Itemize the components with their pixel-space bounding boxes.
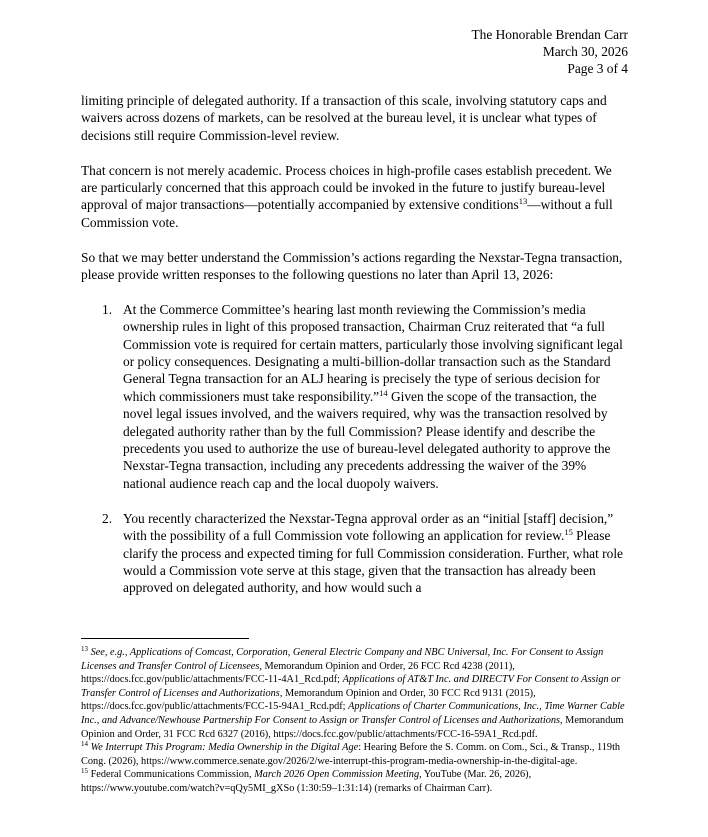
footnote-text: , YouTube (Mar. 26, 2026), https://www.youtube.com/watch?v=qQy5MI_gXSo (1:30:59–1:31:14) (remarks of Chairman Carr). [81,769,532,794]
paragraph-process-concern [81,162,629,232]
footnote-ref-13: 13 [518,196,528,207]
footnote-number: 15 [81,767,88,776]
footnote-text: , Memorandum Opinion and Order, 26 FCC Rcd 4238 (2011), https://docs.fcc.gov/public/attachments/FCC-11-4A1_Rcd.pdf; [81,660,515,686]
question-text: Please clarify the process and expected timing for full Commission consideration. Further, what role would a Commission vote serve at this stage, given that the transaction has already been approved on delegated authority, and how would such a [123,528,623,596]
page-number: Page 3 of 4 [567,61,628,76]
letter-header [471,26,628,77]
footnote-13 [81,646,629,741]
footnote-ref-15: 15 [564,527,573,538]
footnote-citation-title: Applications of AT&T Inc. and DIRECTV For Consent to Assign or Transfer Control of Licenses and Authorizations [81,674,621,699]
question-text: You recently characterized the Nexstar-Tegna approval order as an “initial [staff] decision,” with the possibility of a full Commission vote following an application for review. [123,510,614,544]
question-item-1 [81,301,629,492]
footnote-14 [81,741,629,768]
footnotes [81,646,629,796]
footnote-citation-title: We Interrupt This Program: Media Ownership in the Digital Age [88,742,359,754]
recipient-name: The Honorable Brendan Carr [471,27,628,42]
letter-body [81,92,629,614]
footnote-citation-title: Applications of Charter Communications, Inc., Time Warner Cable Inc., and Advance/Newhouse Partnership For Consent to Assign or Transfer Control of Licenses and Authorizations [81,701,625,726]
question-number: 2. [102,510,113,526]
footnote-text: , Memorandum Opinion and Order, 30 FCC Rcd 9131 (2015), https://docs.fcc.gov/public/attachments/FCC-15-94A1_Rcd.pdf; [81,687,536,713]
paragraph-delegated-authority: limiting principle of delegated authority. If a transaction of this scale, involving statutory caps and waivers across dozens of markets, can be resolved at the bureau level, it is unclear what types of decisions still require Commission-level review. [81,93,607,143]
footnote-divider [81,638,249,639]
footnote-number: 14 [81,740,88,749]
footnote-15 [81,768,629,795]
question-item-2 [81,510,629,597]
paragraph-text: That concern is not merely academic. Process choices in high-profile cases establish precedent. We are particularly concerned that this approach could be invoked in the future to justify bureau-level approval of major transactions—potentially accompanied by extensive conditions [81,162,612,213]
footnote-ref-14: 14 [379,387,388,398]
letter-date: March 30, 2026 [542,44,628,59]
footnote-citation-title: See, e.g., Applications of Comcast, Corporation, General Electric Company and NBC Universal, Inc. For Consent to Assign Licenses and Transfer Control of Licensees [81,647,604,672]
paragraph-text: —without a full Commission vote. [81,197,613,230]
paragraph-request: So that we may better understand the Commission’s actions regarding the Nexstar-Tegna transaction, please provide written responses to the following questions no later than April 13, 2026: [81,249,623,283]
question-text: At the Commerce Committee’s hearing last month reviewing the Commission’s media ownership rules in light of this proposed transaction, Chairman Cruz reiterated that “a full Commission vote is required for certain matters, particularly those involving significant legal or policy consequences. Designating a multi-billion-dollar transaction such as the Standard General Tegna transaction for an ALJ hearing is precisely the type of serious decision for which commissioners must take responsibility.” [123,301,623,404]
footnote-number: 13 [81,645,88,653]
footnote-text: Federal Communications Commission, [88,769,255,781]
question-list [81,301,629,597]
footnote-citation-title: March 2026 Open Commission Meeting [254,769,420,781]
footnote-text: , Memorandum Opinion and Order, 31 FCC Rcd 6327 (2016), https://docs.fcc.gov/public/attachments/FCC-16-59A1_Rcd.pdf. [81,714,624,740]
question-text: Given the scope of the transaction, the novel legal issues involved, and the waivers required, why was the transaction resolved by delegated authority rather than by the full Commission? Please identify and describe the precedents you used to authorize the use of bureau-level delegated authority to approve the Nexstar-Tegna transaction, including any precedents addressing the waiver of the 39% national audience reach cap and the local duopoly waivers. [123,388,611,491]
footnote-text: : Hearing Before the S. Comm. on Com., Sci., & Transp., 119th Cong. (2026), https://www.commerce.senate.gov/2026/2/we-interrupt-this-program-media-ownership-in-the-digital-age. [81,742,621,767]
question-number: 1. [102,301,113,317]
